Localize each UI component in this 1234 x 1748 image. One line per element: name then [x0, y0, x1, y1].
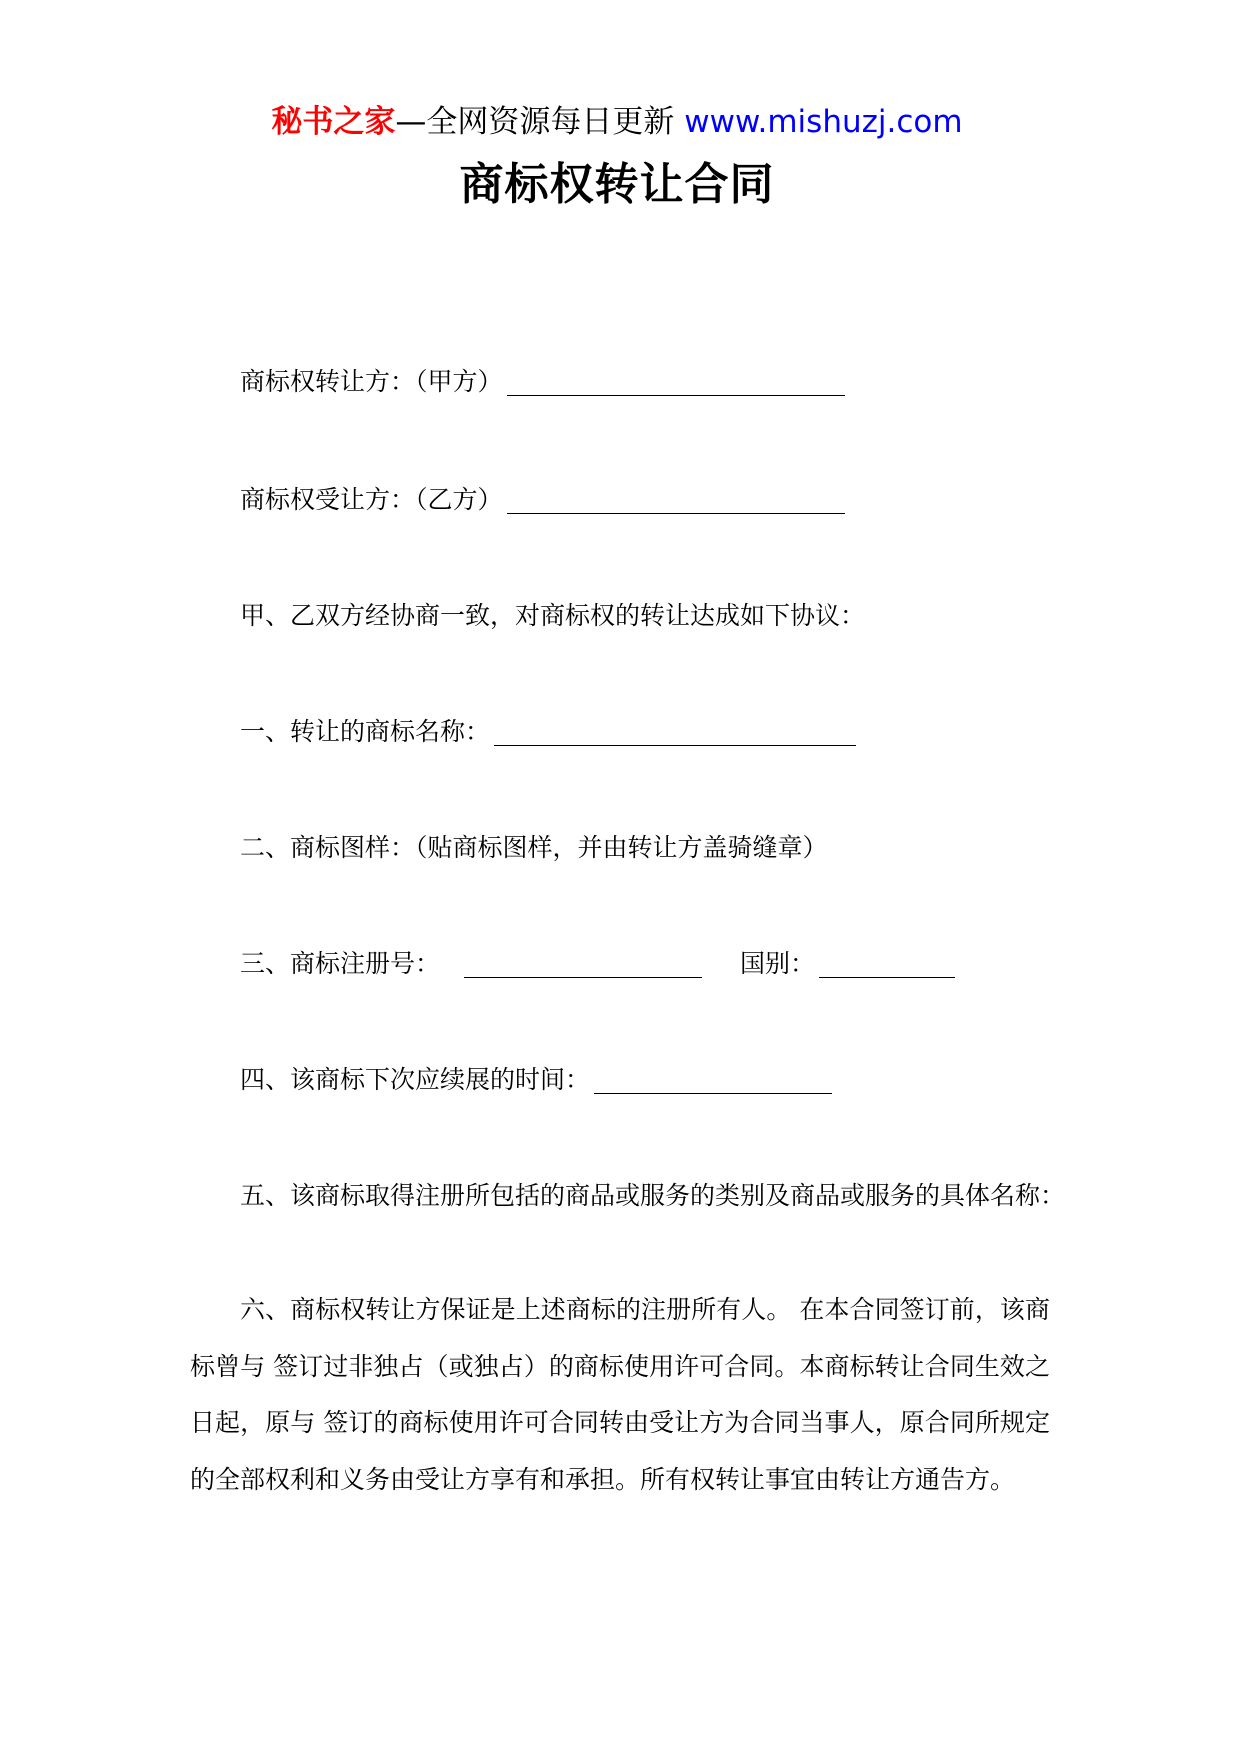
trademark-name-blank-field[interactable]	[494, 719, 856, 746]
item5-line	[240, 1178, 1065, 1214]
transferor-line	[240, 364, 845, 400]
transferor-blank-field[interactable]	[507, 369, 845, 396]
item4-label: 四、该商标下次应续展的时间：	[240, 1065, 591, 1094]
item6-paragraph: 六、商标权转让方保证是上述商标的注册所有人。 在本合同签订前，该商标曾与 签订过非独占（或独占）的商标使用许可合同。本商标转让合同生效之日起，原与 签订的商标使用许可合同转由受让方为合同当事人，原合同所规定的全部权利和义务由受让方享有和承担。所有权转让事宜由转让方通告方。	[190, 1295, 1050, 1494]
document-title: 商标权转让合同	[459, 159, 775, 210]
brand-name: 秘书之家	[271, 104, 396, 140]
item3-country-label: 国别：	[740, 949, 816, 978]
item2-line	[240, 830, 828, 866]
transferee-label: 商标权受让方：（乙方）	[240, 485, 503, 514]
renewal-time-blank-field[interactable]	[594, 1067, 832, 1094]
site-banner	[0, 100, 1234, 144]
intro-line	[240, 598, 865, 634]
item3-label: 三、商标注册号：	[240, 949, 441, 978]
intro-text: 甲、乙双方经协商一致，对商标权的转让达成如下协议：	[240, 601, 866, 630]
banner-tagline: —全网资源每日更新	[395, 104, 685, 140]
country-blank-field[interactable]	[819, 951, 955, 978]
item4-line	[240, 1062, 832, 1098]
registration-number-blank-field[interactable]	[464, 951, 702, 978]
site-url-link[interactable]: www.mishuzj.com	[684, 104, 963, 140]
transferor-label: 商标权转让方：（甲方）	[240, 367, 503, 396]
item5-text: 五、该商标取得注册所包括的商品或服务的类别及商品或服务的具体名称：	[240, 1181, 1066, 1210]
transferee-blank-field[interactable]	[507, 487, 845, 514]
item1-line	[240, 714, 856, 750]
item1-label: 一、转让的商标名称：	[240, 717, 491, 746]
item2-text: 二、商标图样：（贴商标图样，并由转让方盖骑缝章）	[240, 833, 828, 862]
transferee-line	[240, 482, 845, 518]
item3-line	[240, 946, 955, 982]
